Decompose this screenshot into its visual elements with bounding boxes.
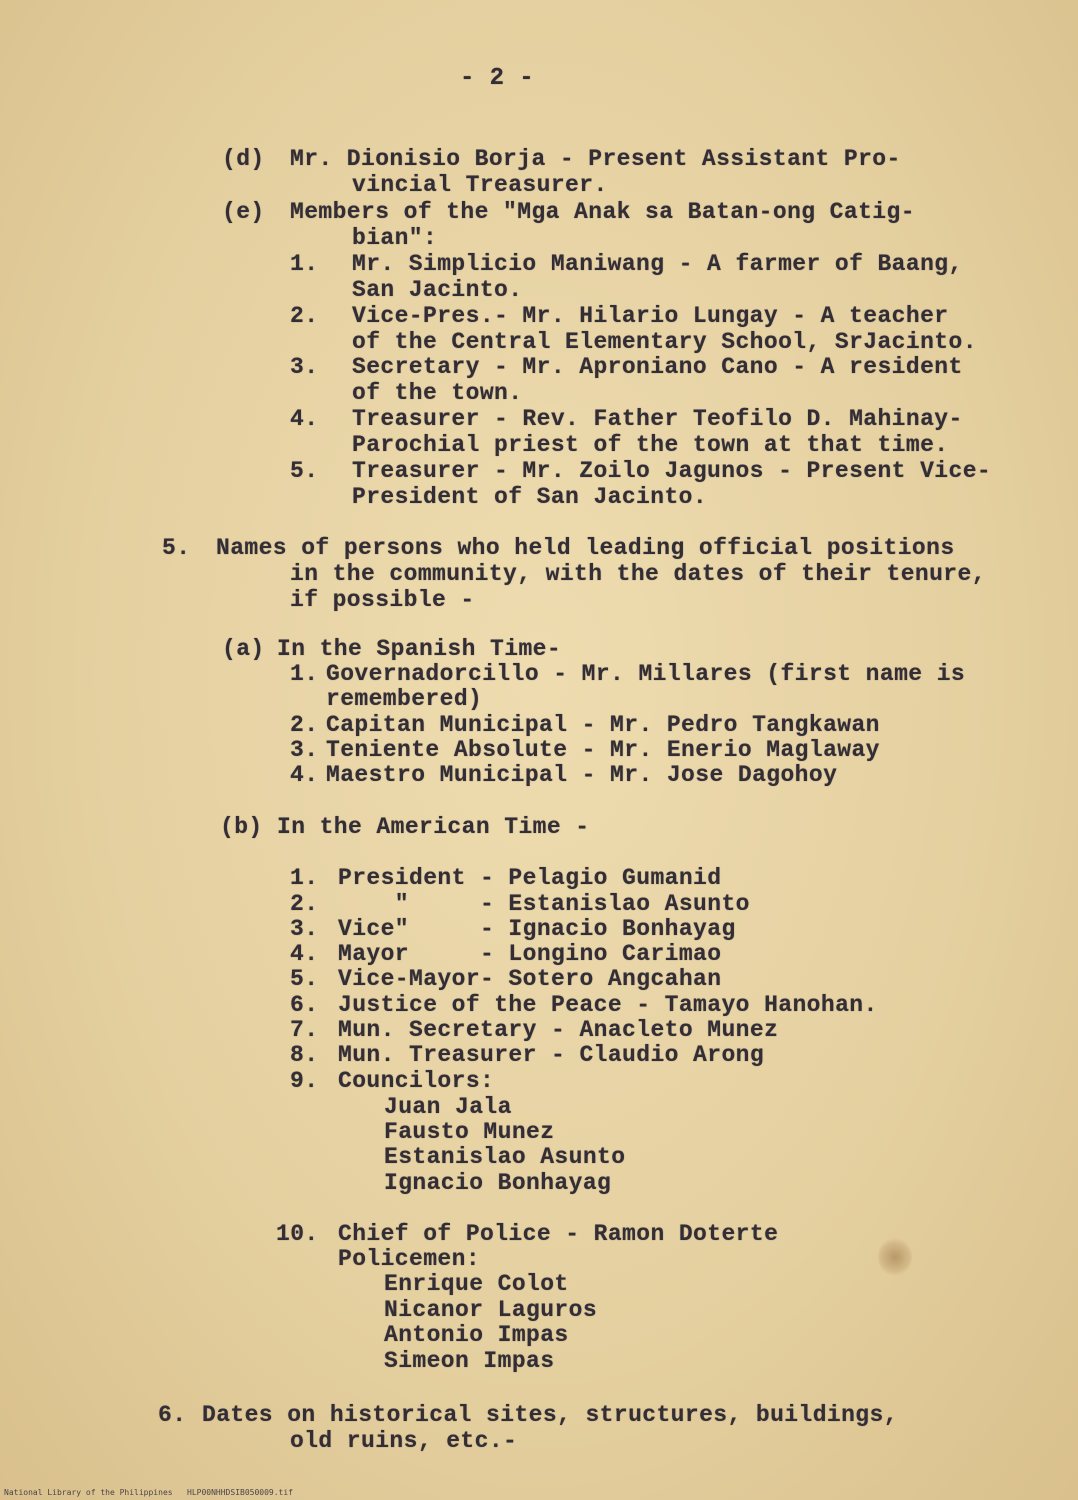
item-label: 9. (290, 1068, 319, 1094)
item-text: Justice of the Peace - Tamayo Hanohan. (338, 992, 878, 1018)
item-text: Treasurer - Rev. Father Teofilo D. Mahinay- (352, 406, 963, 432)
item-label: 1. (290, 865, 319, 891)
item-text: Mr. Dionisio Borja - Present Assistant Pro- (290, 146, 901, 172)
item-text: Vice-Pres.- Mr. Hilario Lungay - A teacher (352, 303, 949, 329)
item-label: 4. (290, 941, 319, 967)
councilor-name: Ignacio Bonhayag (384, 1170, 612, 1196)
item-text: Parochial priest of the town at that time. (352, 432, 949, 458)
section-text: old ruins, etc.- (290, 1428, 518, 1454)
item-label: 8. (290, 1042, 319, 1068)
item-label: 10. (276, 1221, 319, 1247)
item-text: Teniente Absolute - Mr. Enerio Maglaway (326, 737, 880, 763)
item-text: " - Estanislao Asunto (338, 891, 750, 917)
item-text: Mr. Simplicio Maniwang - A farmer of Baang, (352, 251, 963, 277)
paper-stain (878, 1238, 912, 1276)
item-text: Capitan Municipal - Mr. Pedro Tangkawan (326, 712, 880, 738)
item-text: Mun. Secretary - Anacleto Munez (338, 1017, 779, 1043)
item-label: 7. (290, 1017, 319, 1043)
item-text: Secretary - Mr. Aproniano Cano - A resident (352, 354, 963, 380)
item-label: 3. (290, 354, 319, 380)
item-label: 2. (290, 891, 319, 917)
page-number: - 2 - (460, 65, 535, 92)
item-text: Governadorcillo - Mr. Millares (first name is (326, 661, 966, 687)
item-label: 4. (290, 406, 319, 432)
item-text: Mun. Treasurer - Claudio Arong (338, 1042, 765, 1068)
item-label: 1. (290, 251, 319, 277)
item-label: 3. (290, 916, 319, 942)
item-text: vincial Treasurer. (352, 172, 608, 198)
item-text: Policemen: (338, 1246, 481, 1272)
item-text: Mayor - Longino Carimao (338, 941, 722, 967)
item-label: (a) (222, 636, 265, 662)
section-text: Names of persons who held leading official positions (216, 535, 955, 561)
item-text: bian": (352, 225, 438, 251)
item-text: Maestro Municipal - Mr. Jose Dagohoy (326, 762, 838, 788)
item-text: In the American Time - (277, 814, 590, 840)
item-text: San Jacinto. (352, 277, 523, 303)
item-label: 2. (290, 303, 319, 329)
item-text: Councilors: (338, 1068, 495, 1094)
item-label: (d) (222, 146, 265, 172)
item-text: President of San Jacinto. (352, 484, 708, 510)
section-label: 6. (158, 1402, 187, 1428)
item-label: 3. (290, 737, 319, 763)
policeman-name: Simeon Impas (384, 1348, 555, 1374)
item-label: 5. (290, 458, 319, 484)
item-label: (b) (220, 814, 263, 840)
item-text: of the Central Elementary School, SrJacinto. (352, 329, 977, 355)
item-text: In the Spanish Time- (277, 636, 562, 662)
item-text: of the town. (352, 380, 523, 406)
item-text: remembered) (326, 686, 483, 712)
item-label: 2. (290, 712, 319, 738)
item-label: 1. (290, 661, 319, 687)
item-label: 6. (290, 992, 319, 1018)
section-label: 5. (162, 535, 191, 561)
item-text: Vice-Mayor- Sotero Angcahan (338, 966, 722, 992)
item-label: (e) (222, 199, 265, 225)
item-text: Members of the "Mga Anak sa Batan-ong Catig- (290, 199, 915, 225)
policeman-name: Enrique Colot (384, 1271, 569, 1297)
councilor-name: Juan Jala (384, 1094, 512, 1120)
policeman-name: Antonio Impas (384, 1322, 569, 1348)
section-text: in the community, with the dates of their tenure, (290, 561, 986, 587)
item-text: President - Pelagio Gumanid (338, 865, 722, 891)
item-label: 4. (290, 762, 319, 788)
item-text: Chief of Police - Ramon Doterte (338, 1221, 779, 1247)
item-text: Treasurer - Mr. Zoilo Jagunos - Present Vice- (352, 458, 992, 484)
archive-footer: National Library of the Philippines HLP00NHHDSIB050009.tif (4, 1488, 293, 1497)
item-text: Vice" - Ignacio Bonhayag (338, 916, 736, 942)
policeman-name: Nicanor Laguros (384, 1297, 598, 1323)
section-text: Dates on historical sites, structures, buildings, (202, 1402, 898, 1428)
section-text: if possible - (290, 587, 475, 613)
councilor-name: Estanislao Asunto (384, 1144, 626, 1170)
item-label: 5. (290, 966, 319, 992)
councilor-name: Fausto Munez (384, 1119, 555, 1145)
